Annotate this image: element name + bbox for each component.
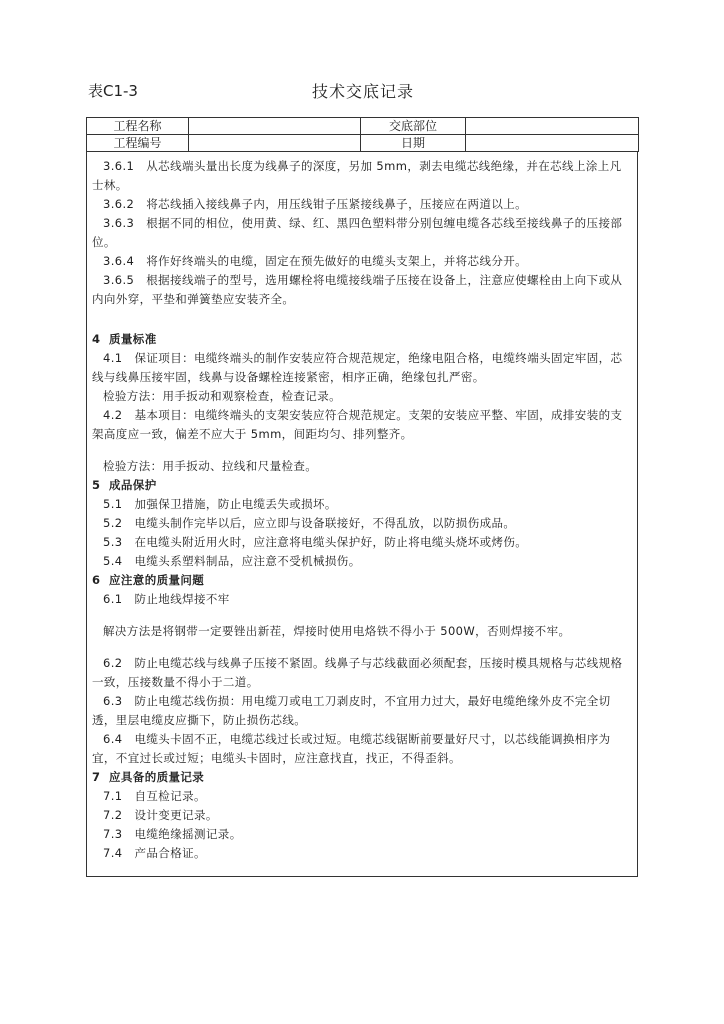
paragraph-7-1: 7.1 自互检记录。 bbox=[103, 789, 206, 803]
paragraph-3-6-5: 3.6.5 根据接线端子的型号，选用螺栓将电缆接线端子压接在设备上，注意应使螺栓由上向下或从内向外穿，平垫和弹簧垫应安装齐全。 bbox=[92, 273, 623, 306]
paragraph-6-3: 6.3 防止电缆芯线伤损：用电缆刀或电工刀剥皮时，不宜用力过大，最好电缆绝缘外皮不完全切透，里层电缆皮应撕下，防止损伤芯线。 bbox=[92, 694, 611, 727]
table-row bbox=[87, 118, 639, 135]
content-body bbox=[92, 157, 632, 863]
date-field[interactable] bbox=[466, 135, 639, 152]
paragraph-4-1: 4.1 保证项目：电缆终端头的制作安装应符合规范规定，绝缘电阻合格，电缆终端头固定牢固，芯线与线鼻压接牢固，线鼻与设备螺栓连接紧密，相序正确，绝缘包扎严密。 bbox=[92, 351, 623, 384]
project-name-label: 工程名称 bbox=[87, 118, 189, 135]
paragraph-5-1: 5.1 加强保卫措施，防止电缆丢失或损坏。 bbox=[103, 497, 337, 511]
section-heading-7: 7 应具备的质量记录 bbox=[92, 770, 205, 784]
date-label: 日期 bbox=[361, 135, 466, 152]
paragraph-7-3: 7.3 电缆绝缘摇测记录。 bbox=[103, 827, 242, 841]
project-number-field[interactable] bbox=[189, 135, 361, 152]
paragraph-3-6-4: 3.6.4 将作好终端头的电缆，固定在预先做好的电缆头支架上，并将芯线分开。 bbox=[103, 254, 528, 268]
project-name-field[interactable] bbox=[189, 118, 361, 135]
paragraph-4-1-check: 检验方法：用手扳动和观察检查，检查记录。 bbox=[103, 389, 341, 403]
header-info-table bbox=[86, 117, 639, 152]
table-row bbox=[87, 135, 639, 152]
paragraph-3-6-3: 3.6.3 根据不同的相位，使用黄、绿、红、黑四色塑料带分别包缠电缆各芯线至接线鼻子的压接部位。 bbox=[92, 216, 623, 249]
paragraph-5-2: 5.2 电缆头制作完毕以后，应立即与设备联接好，不得乱放，以防损伤成品。 bbox=[103, 516, 516, 530]
form-code: 表C1-3 bbox=[88, 82, 138, 100]
paragraph-6-4: 6.4 电缆头卡固不正，电缆芯线过长或过短。电缆芯线锯断前要量好尺寸，以芯线能调换相序为宜，不宜过长或过短；电缆头卡固时，应注意找直，找正，不得歪斜。 bbox=[92, 732, 611, 765]
paragraph-4-2: 4.2 基本项目：电缆终端头的支架安装应符合规范规定。支架的安装应平整、牢固，成排安装的支架高度应一致，偏差不应大于 5mm，间距均匀、排列整齐。 bbox=[92, 408, 623, 441]
paragraph-3-6-2: 3.6.2 将芯线插入接线鼻子内，用压线钳子压紧接线鼻子，压接应在两道以上。 bbox=[103, 197, 528, 211]
paragraph-6-2: 6.2 防止电缆芯线与线鼻子压接不紧固。线鼻子与芯线截面必须配套，压接时模具规格与芯线规格一致，压接数量不得小于二道。 bbox=[92, 656, 623, 689]
section-heading-4: 4 质量标准 bbox=[92, 332, 157, 346]
section-heading-5: 5 成品保护 bbox=[92, 478, 157, 492]
paragraph-3-6-1: 3.6.1 从芯线端头量出长度为线鼻子的深度，另加 5mm，剥去电缆芯线绝缘，并在芯线上涂上凡士林。 bbox=[92, 159, 622, 192]
paragraph-4-2-check: 检验方法：用手扳动、拉线和尺量检查。 bbox=[103, 459, 318, 473]
document-title: 技术交底记录 bbox=[312, 82, 415, 101]
paragraph-7-2: 7.2 设计变更记录。 bbox=[103, 808, 218, 822]
paragraph-7-4: 7.4 产品合格证。 bbox=[103, 846, 206, 860]
paragraph-6-1-solution: 解决方法是将钢带一定要锉出新茬，焊接时使用电烙铁不得小于 500W，否则焊接不牢。 bbox=[103, 624, 571, 638]
paragraph-5-3: 5.3 在电缆头附近用火时，应注意将电缆头保护好，防止将电缆头烧坏或烤伤。 bbox=[103, 535, 528, 549]
paragraph-6-1: 6.1 防止地线焊接不牢 bbox=[103, 592, 230, 606]
disclosure-part-label: 交底部位 bbox=[361, 118, 466, 135]
section-heading-6: 6 应注意的质量问题 bbox=[92, 573, 205, 587]
paragraph-5-4: 5.4 电缆头系塑料制品，应注意不受机械损伤。 bbox=[103, 554, 361, 568]
project-number-label: 工程编号 bbox=[87, 135, 189, 152]
disclosure-part-field[interactable] bbox=[466, 118, 639, 135]
